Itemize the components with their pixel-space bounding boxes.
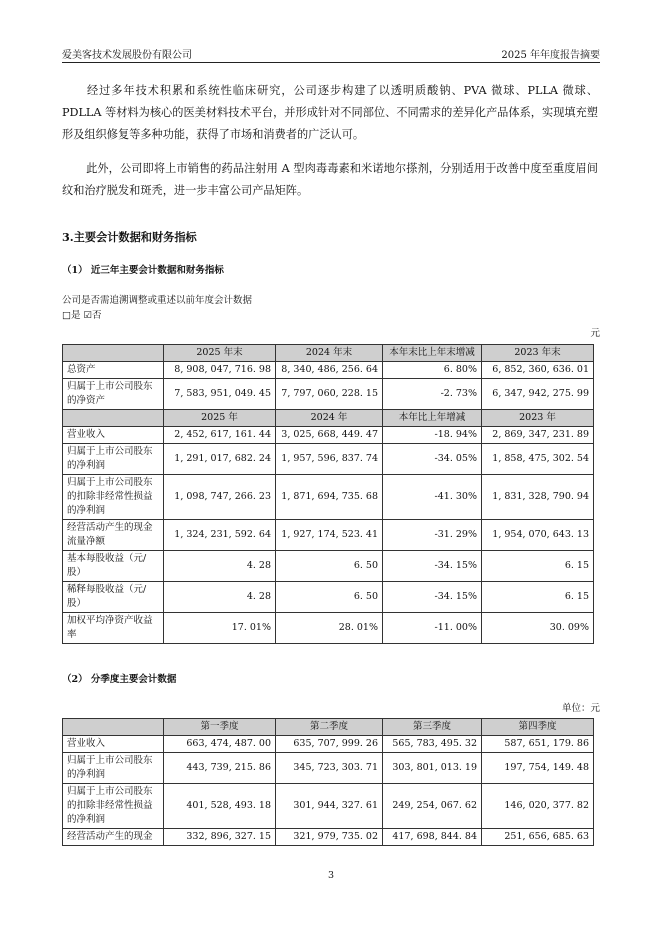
- table-row: [63, 753, 594, 784]
- page-number: 3: [327, 870, 335, 881]
- table-cell: 4. 28: [164, 582, 276, 613]
- row-label: 总资产: [63, 362, 164, 379]
- table-cell: 1, 954, 070, 643. 13: [482, 520, 594, 551]
- table-header-cell: [63, 410, 164, 427]
- table-cell: 6. 15: [482, 582, 594, 613]
- table-cell: 301, 944, 327. 61: [276, 784, 383, 829]
- unit-label-1: 元: [590, 328, 600, 339]
- table-cell: 30. 09%: [482, 613, 594, 644]
- table-header-cell: [63, 719, 164, 736]
- table-header-cell: 第四季度: [482, 719, 594, 736]
- table-cell: 17. 01%: [164, 613, 276, 644]
- table-cell: 6. 50: [276, 582, 383, 613]
- row-label: 营业收入: [63, 736, 164, 753]
- table-header-cell: 2024 年: [276, 410, 383, 427]
- unit-label-2: 单位：元: [561, 703, 600, 714]
- table-cell: 6, 852, 360, 636. 01: [482, 362, 594, 379]
- table-row: [63, 362, 594, 379]
- row-label: 归属于上市公司股东的扣除非经常性损益的净利润: [63, 475, 164, 520]
- table-cell: 303, 801, 013. 19: [383, 753, 482, 784]
- table-row: [63, 444, 594, 475]
- header-company: 爱美客技术发展股份有限公司: [62, 50, 192, 61]
- table-cell: -34. 05%: [383, 444, 482, 475]
- table-row: [63, 613, 594, 644]
- row-label: 归属于上市公司股东的净利润: [63, 444, 164, 475]
- table-header-cell: 第一季度: [164, 719, 276, 736]
- table-row: [63, 736, 594, 753]
- row-label: 归属于上市公司股东的净资产: [63, 379, 164, 410]
- table-cell: 1, 291, 017, 682. 24: [164, 444, 276, 475]
- table-cell: 8, 908, 047, 716. 98: [164, 362, 276, 379]
- table-cell: 28. 01%: [276, 613, 383, 644]
- table-header-cell: 2025 年末: [164, 345, 276, 362]
- table-cell: 249, 254, 067. 62: [383, 784, 482, 829]
- row-label: 稀释每股收益（元/股）: [63, 582, 164, 613]
- retro-question: 公司是否需追溯调整或重述以前年度会计数据: [62, 295, 253, 306]
- table-cell: 6. 50: [276, 551, 383, 582]
- table-cell: 635, 707, 999. 26: [276, 736, 383, 753]
- section-title: 3.主要会计数据和财务指标: [62, 230, 197, 244]
- annual-data-table: [62, 344, 594, 644]
- table-cell: 146, 020, 377. 82: [482, 784, 594, 829]
- row-label: 经营活动产生的现金流量净额: [63, 520, 164, 551]
- table-cell: -31. 29%: [383, 520, 482, 551]
- table-cell: 1, 957, 596, 837. 74: [276, 444, 383, 475]
- table-cell: 321, 979, 735. 02: [276, 829, 383, 846]
- table-header-row: [63, 719, 594, 736]
- table-cell: 1, 831, 328, 790. 94: [482, 475, 594, 520]
- table-cell: -11. 00%: [383, 613, 482, 644]
- table-cell: 1, 858, 475, 302. 54: [482, 444, 594, 475]
- table-cell: 401, 528, 493. 18: [164, 784, 276, 829]
- table-cell: -18. 94%: [383, 427, 482, 444]
- table-cell: -2. 73%: [383, 379, 482, 410]
- row-label: 营业收入: [63, 427, 164, 444]
- quarterly-data-table: [62, 718, 594, 846]
- table-cell: 197, 754, 149. 48: [482, 753, 594, 784]
- row-label: 归属于上市公司股东的扣除非经常性损益的净利润: [63, 784, 164, 829]
- row-label: 归属于上市公司股东的净利润: [63, 753, 164, 784]
- table-cell: 251, 656, 685. 63: [482, 829, 594, 846]
- table-cell: 332, 896, 327. 15: [164, 829, 276, 846]
- intro-paragraph-1: 经过多年技术积累和系统性临床研究，公司逐步构建了以透明质酸钠、PVA 微球、PLLA 微球、PDLLA 等材料为核心的医美材料技术平台，并形成针对不同部位、不同需求的差异化产品体系，实现填充塑形及组织修复等多种功能，获得了市场和消费者的广泛认可。: [62, 84, 598, 141]
- table-header-cell: 2023 年: [482, 410, 594, 427]
- table-cell: 1, 927, 174, 523. 41: [276, 520, 383, 551]
- table-cell: 1, 871, 694, 735. 68: [276, 475, 383, 520]
- row-label: 加权平均净资产收益率: [63, 613, 164, 644]
- table-cell: 2, 869, 347, 231. 89: [482, 427, 594, 444]
- table-cell: 663, 474, 487. 00: [164, 736, 276, 753]
- table-cell: 1, 098, 747, 266. 23: [164, 475, 276, 520]
- table-header-cell: 第二季度: [276, 719, 383, 736]
- subsection-1-title: （1） 近三年主要会计数据和财务指标: [62, 265, 224, 276]
- table-cell: 443, 739, 215. 86: [164, 753, 276, 784]
- table-row: [63, 475, 594, 520]
- page-header: [62, 46, 600, 63]
- table-row: [63, 829, 594, 846]
- retro-answer: □是 ☑否: [62, 310, 102, 321]
- table-cell: 8, 340, 486, 256. 64: [276, 362, 383, 379]
- table-header-cell: 2024 年末: [276, 345, 383, 362]
- table-header-cell: 2025 年: [164, 410, 276, 427]
- table-header-cell: 本年比上年增减: [383, 410, 482, 427]
- table-cell: 417, 698, 844. 84: [383, 829, 482, 846]
- table-cell: 3, 025, 668, 449. 47: [276, 427, 383, 444]
- table-row: [63, 784, 594, 829]
- table-cell: 6, 347, 942, 275. 99: [482, 379, 594, 410]
- intro-paragraph-2: 此外，公司即将上市销售的药品注射用 A 型肉毒毒素和米诺地尔搽剂，分别适用于改善中度至重度眉间纹和治疗脱发和斑秃，进一步丰富公司产品矩阵。: [62, 162, 598, 197]
- table-row: [63, 582, 594, 613]
- table-cell: 7, 583, 951, 049. 45: [164, 379, 276, 410]
- table-cell: 565, 783, 495. 32: [383, 736, 482, 753]
- table-cell: 4. 28: [164, 551, 276, 582]
- header-report-title: 2025 年年度报告摘要: [501, 50, 600, 61]
- table-cell: 6. 80%: [383, 362, 482, 379]
- table-row: [63, 520, 594, 551]
- table-cell: 1, 324, 231, 592. 64: [164, 520, 276, 551]
- table-cell: 7, 797, 060, 228. 15: [276, 379, 383, 410]
- table-header-row: [63, 345, 594, 362]
- row-label: 经营活动产生的现金: [63, 829, 164, 846]
- table-header-cell: [63, 345, 164, 362]
- table-header-cell: 2023 年末: [482, 345, 594, 362]
- table-header-row: [63, 410, 594, 427]
- table-row: [63, 379, 594, 410]
- table-cell: 2, 452, 617, 161. 44: [164, 427, 276, 444]
- table-cell: -34. 15%: [383, 582, 482, 613]
- table-row: [63, 551, 594, 582]
- table-header-cell: 本年末比上年末增减: [383, 345, 482, 362]
- table-cell: -34. 15%: [383, 551, 482, 582]
- table-cell: -41. 30%: [383, 475, 482, 520]
- table-cell: 587, 651, 179. 86: [482, 736, 594, 753]
- subsection-2-title: （2） 分季度主要会计数据: [62, 674, 177, 685]
- table-header-cell: 第三季度: [383, 719, 482, 736]
- row-label: 基本每股收益（元/股）: [63, 551, 164, 582]
- table-row: [63, 427, 594, 444]
- table-cell: 6. 15: [482, 551, 594, 582]
- table-cell: 345, 723, 303. 71: [276, 753, 383, 784]
